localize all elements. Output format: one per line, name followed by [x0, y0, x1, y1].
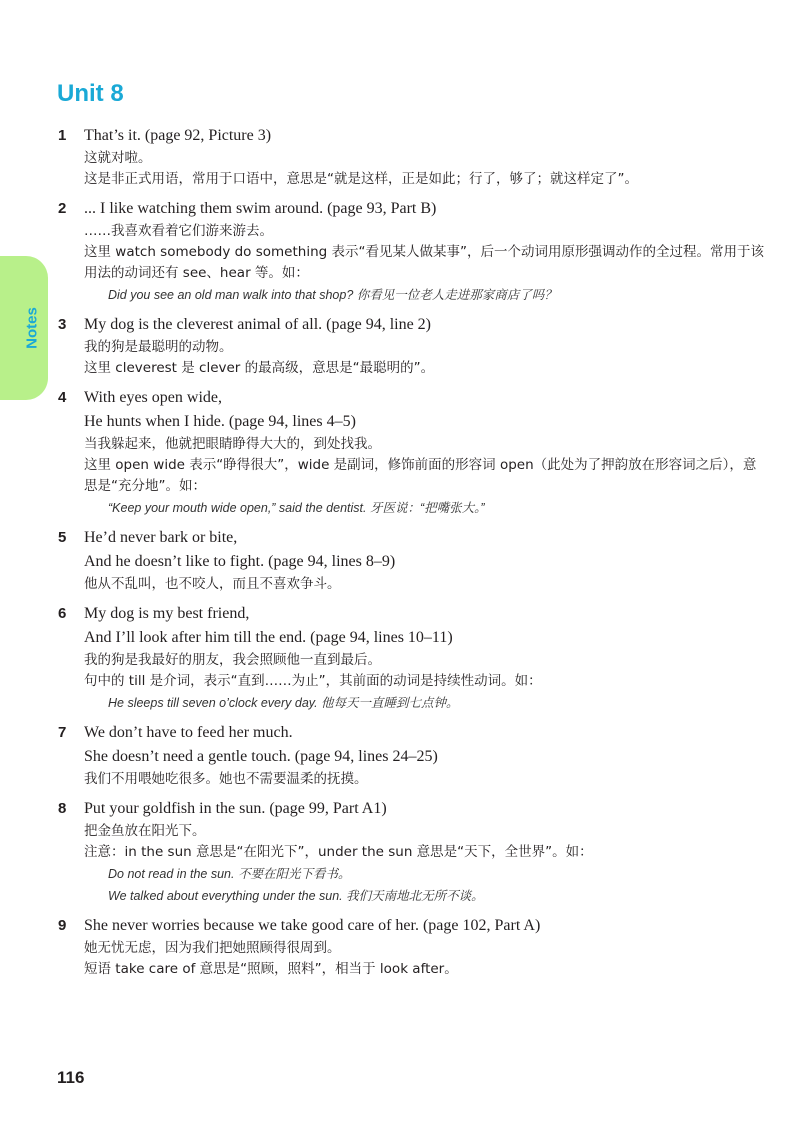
english-sentence: We don’t have to feed her much.	[84, 724, 293, 741]
english-sentence: With eyes open wide,	[84, 389, 222, 406]
note-number: 5	[58, 529, 67, 546]
english-sentence: She doesn’t need a gentle touch. (page 94, lines 24–25)	[84, 748, 438, 765]
chinese-explanation: 这里 watch somebody do something 表示“看见某人做某事”，后一个动词用原形强调动作的全过程。常用于该用法的动词还有 see、hear 等。如：	[84, 244, 764, 281]
chinese-explanation: 短语 take care of 意思是“照顾，照料”，相当于 look after。	[84, 961, 458, 977]
english-sentence: He’d never bark or bite,	[84, 529, 238, 546]
chinese-explanation: 句中的 till 是介词，表示“直到……为止”，其前面的动词是持续性动词。如：	[84, 673, 542, 689]
note-number: 1	[58, 127, 67, 144]
chinese-explanation: 这里 cleverest 是 clever 的最高级，意思是“最聪明的”。	[84, 360, 435, 376]
chinese-explanation: 她无忧无虑，因为我们把她照顾得很周到。	[84, 940, 341, 956]
english-sentence: ... I like watching them swim around. (page 93, Part B)	[84, 200, 437, 217]
english-sentence: That’s it. (page 92, Picture 3)	[84, 127, 272, 144]
example-sentence: Do not read in the sun. 不要在阳光下看书。	[108, 867, 351, 881]
chinese-explanation: 当我躲起来，他就把眼睛睁得大大的，到处找我。	[84, 436, 381, 452]
note-item	[58, 386, 768, 519]
example-sentence: He sleeps till seven o’clock every day. 他每天一直睡到七点钟。	[108, 696, 459, 710]
chinese-explanation: 这就对啦。	[84, 150, 152, 166]
note-number: 6	[58, 605, 67, 622]
note-number: 8	[58, 800, 67, 817]
note-item	[58, 313, 768, 379]
english-sentence: He hunts when I hide. (page 94, lines 4–5)	[84, 413, 356, 430]
page-number: 116	[57, 1068, 85, 1087]
unit-title: Unit 8	[57, 80, 124, 107]
chinese-explanation: 把金鱼放在阳光下。	[84, 823, 206, 839]
english-sentence: And I’ll look after him till the end. (page 94, lines 10–11)	[84, 629, 453, 646]
english-sentence: My dog is my best friend,	[84, 605, 250, 622]
side-tab-label: Notes	[23, 307, 41, 349]
chinese-explanation: 我的狗是最聪明的动物。	[84, 339, 233, 355]
english-sentence: My dog is the cleverest animal of all. (page 94, line 2)	[84, 316, 432, 333]
english-sentence: And he doesn’t like to fight. (page 94, lines 8–9)	[84, 553, 396, 570]
chinese-explanation: ……我喜欢看着它们游来游去。	[84, 223, 273, 239]
example-sentence: We talked about everything under the sun. 我们天南地北无所不谈。	[108, 889, 484, 903]
note-number: 9	[58, 917, 67, 934]
note-item	[58, 197, 768, 306]
note-item	[58, 721, 768, 790]
note-item	[58, 797, 768, 907]
chinese-explanation: 这是非正式用语，常用于口语中，意思是“就是这样，正是如此；行了，够了；就这样定了”。	[84, 171, 638, 187]
note-item	[58, 914, 768, 980]
chinese-explanation: 他从不乱叫，也不咬人，而且不喜欢争斗。	[84, 576, 341, 592]
example-sentence: Did you see an old man walk into that shop? 你看见一位老人走进那家商店了吗？	[108, 288, 557, 302]
example-sentence: “Keep your mouth wide open,” said the dentist. 牙医说：“把嘴张大。”	[108, 501, 485, 515]
note-item	[58, 124, 768, 190]
english-sentence: She never worries because we take good care of her. (page 102, Part A)	[84, 917, 541, 934]
note-number: 3	[58, 316, 67, 333]
note-number: 7	[58, 724, 67, 741]
note-number: 4	[58, 389, 67, 406]
note-item	[58, 526, 768, 595]
note-number: 2	[58, 200, 67, 217]
note-item	[58, 602, 768, 714]
chinese-explanation: 注意：in the sun 意思是“在阳光下”，under the sun 意思是“天下，全世界”。如：	[84, 844, 593, 860]
chinese-explanation: 我们不用喂她吃很多。她也不需要温柔的抚摸。	[84, 771, 368, 787]
english-sentence: Put your goldfish in the sun. (page 99, Part A1)	[84, 800, 387, 817]
notes-list	[58, 124, 768, 987]
chinese-explanation: 这里 open wide 表示“睁得很大”，wide 是副词，修饰前面的形容词 open（此处为了押韵放在形容词之后），意思是“充分地”。如：	[84, 457, 757, 494]
chinese-explanation: 我的狗是我最好的朋友，我会照顾他一直到最后。	[84, 652, 381, 668]
